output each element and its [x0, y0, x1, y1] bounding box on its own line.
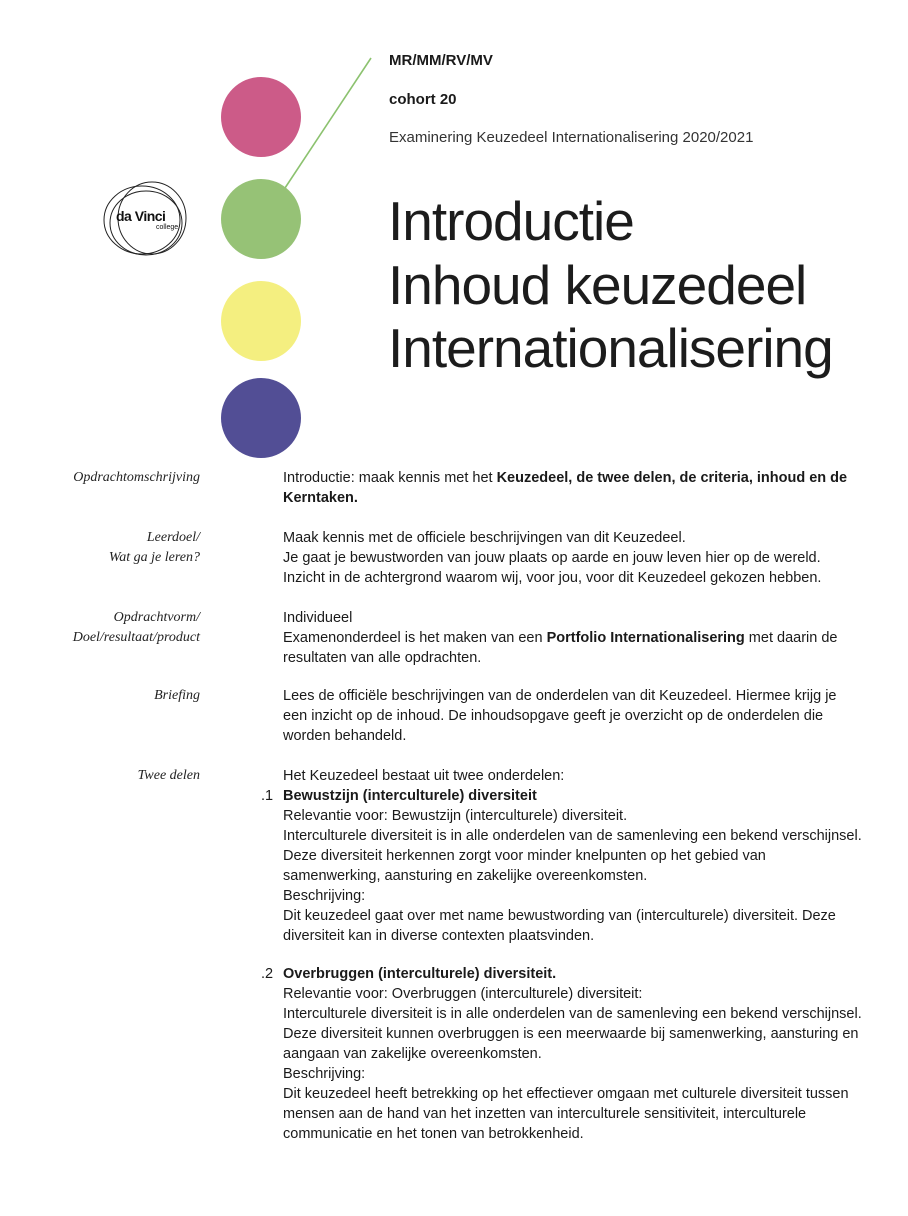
logo-subtext: college [156, 224, 179, 231]
label-opdrachtvorm: Opdrachtvorm/ Doel/resultaat/product [72, 610, 200, 645]
part-1-text: Bewustzijn (interculturele) diversiteit Relevantie voor: Bewustzijn (interculturele) diversiteit. Interculturele diversiteit is in alle onderdelen van de samenleving een bekend verschijnsel. Deze diversiteit herkennen zorgt voor minder knelpunten op het gebied van samenwerking, aansturing en zakelijke overeenkomsten. Beschrijving: Dit keuzedeel gaat over met name bewustwording van (interculturele) diversiteit. Deze diversiteit kan in diverse contexten plaatsvinden. [283, 788, 862, 944]
cohort: cohort 20 [389, 91, 457, 108]
label-twee-delen: Twee delen [137, 768, 200, 783]
twee-delen-intro: Het Keuzedeel bestaat uit twee onderdelen: [283, 768, 565, 784]
title-line-3: Internationalisering [388, 317, 833, 379]
part-2-number: .2 [261, 966, 274, 982]
exam-title: Examinering Keuzedeel Internationalisering 2020/2021 [389, 129, 754, 146]
title-line-1: Introductie [388, 190, 634, 252]
logo-text: da Vinci [116, 208, 166, 224]
davinci-logo [100, 180, 195, 260]
part-2-text: Overbruggen (interculturele) diversiteit. Relevantie voor: Overbruggen (interculturele) diversiteit: Interculturele diversiteit is in alle onderdelen van de samenleving een bekend verschijnsel. Deze diversiteit kunnen overbruggen is een meerwaarde bij samenwerking, aansturing en aangaan van zakelijke overeenkomsten. Beschrijving: Dit keuzedeel heeft betrekking op het effectiever omgaan met culturele diversiteit tussen mensen aan de hand van het inzetten van interculturele sensitiviteit, interculturele communicatie en het tonen van betrokkenheid. [283, 966, 862, 1142]
yellow-circle [221, 281, 301, 361]
briefing-text: Lees de officiële beschrijvingen van de onderdelen van dit Keuzedeel. Hiermee krijg je een inzicht op de inhoud. De inhoudsopgave geeft je overzicht op de onderdelen die worden behandeld. [283, 688, 837, 744]
label-briefing: Briefing [154, 688, 200, 703]
pink-circle [221, 77, 301, 157]
opdrachtvorm-text: Individueel Examenonderdeel is het maken van een Portfolio Internationalisering met daarin de resultaten van alle opdrachten. [283, 610, 838, 666]
purple-circle [221, 378, 301, 458]
title-line-2: Inhoud keuzedeel [388, 254, 807, 316]
part-1-number: .1 [261, 788, 274, 804]
opdrachtomschrijving-text: Introductie: maak kennis met het Keuzedeel, de twee delen, de criteria, inhoud en de Kerntaken. [283, 470, 848, 506]
leerdoel-text: Maak kennis met de officiele beschrijvingen van dit Keuzedeel. Je gaat je bewustworden van jouw plaats op aarde en jouw leven hier op de wereld. Inzicht in de achtergrond waarom wij, voor jou, voor dit Keuzedeel gekozen hebben. [283, 530, 822, 586]
program-code: MR/MM/RV/MV [389, 52, 493, 69]
label-leerdoel: Leerdoel/ Wat ga je leren? [108, 530, 200, 565]
green-circle [221, 179, 301, 259]
label-opdrachtomschrijving: Opdrachtomschrijving [73, 470, 200, 485]
